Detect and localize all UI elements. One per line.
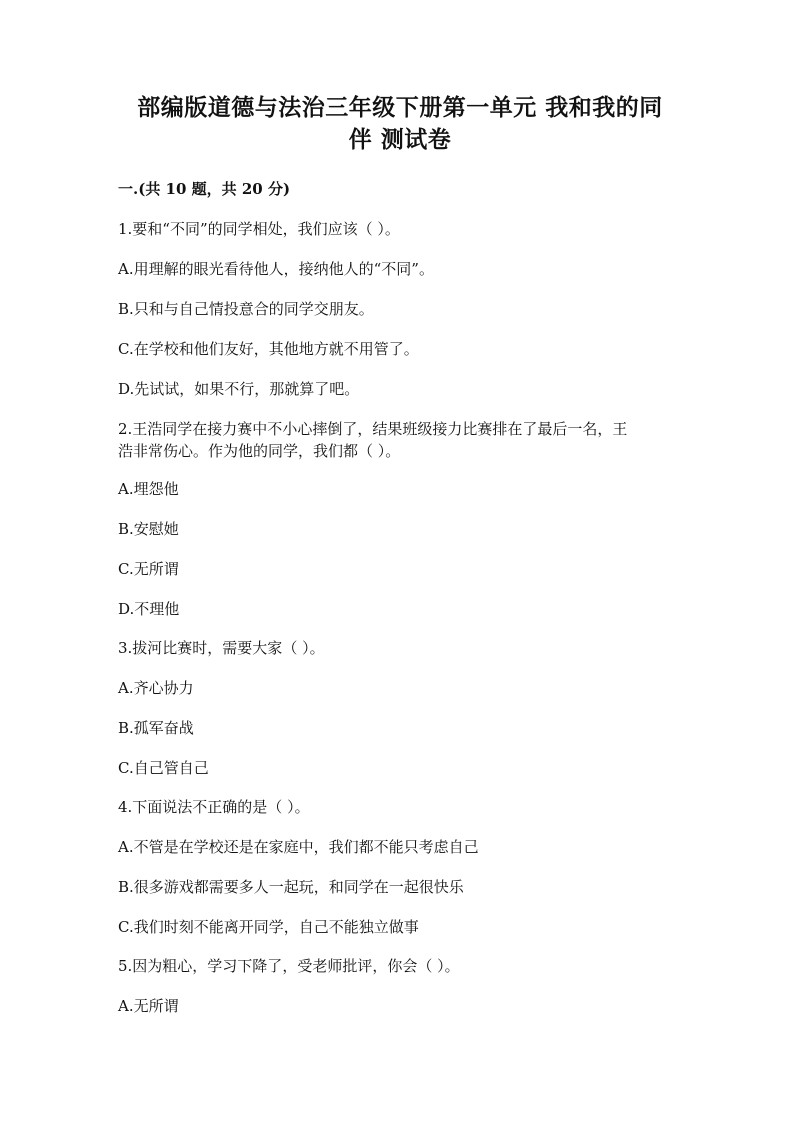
question-2-stem-line-1: 2.王浩同学在接力赛中不小心摔倒了，结果班级接力比赛排在了最后一名，王 (118, 420, 628, 438)
question-1-option-b: B.只和与自己情投意合的同学交朋友。 (118, 300, 374, 318)
question-1-option-a: A.用理解的眼光看待他人，接纳他人的“不同”。 (118, 260, 434, 278)
question-3-option-c: C.自己管自己 (118, 759, 209, 777)
question-2-stem-line-2: 浩非常伤心。作为他的同学，我们都（ ）。 (118, 442, 401, 460)
question-5-option-a: A.无所谓 (118, 997, 179, 1015)
question-2-option-b: B.安慰她 (118, 520, 179, 538)
question-2-option-d: D.不理他 (118, 600, 180, 618)
question-5-stem: 5.因为粗心，学习下降了，受老师批评，你会（ ）。 (118, 957, 460, 975)
question-3-option-b: B.孤军奋战 (118, 719, 194, 737)
question-3-option-a: A.齐心协力 (118, 679, 194, 697)
section-heading: 一.(共 10 题，共 20 分) (118, 180, 291, 198)
question-2-option-a: A.埋怨他 (118, 480, 179, 498)
title-line-1: 部编版道德与法治三年级下册第一单元 我和我的同 (137, 94, 663, 121)
question-1-stem: 1.要和“不同”的同学相处，我们应该（ ）。 (118, 220, 400, 238)
question-4-option-a: A.不管是在学校还是在家庭中，我们都不能只考虑自己 (118, 838, 479, 856)
question-1-option-d: D.先试试，如果不行，那就算了吧。 (118, 380, 360, 398)
question-2-option-c: C.无所谓 (118, 560, 179, 578)
question-3-stem: 3.拔河比赛时，需要大家（ ）。 (118, 639, 325, 657)
question-4-option-c: C.我们时刻不能离开同学，自己不能独立做事 (118, 918, 419, 936)
question-4-option-b: B.很多游戏都需要多人一起玩，和同学在一起很快乐 (118, 878, 464, 896)
title-line-2: 伴 测试卷 (348, 126, 452, 153)
question-1-option-c: C.在学校和他们友好，其他地方就不用管了。 (118, 340, 419, 358)
question-4-stem: 4.下面说法不正确的是（ ）。 (118, 798, 310, 816)
page-title (110, 92, 690, 156)
